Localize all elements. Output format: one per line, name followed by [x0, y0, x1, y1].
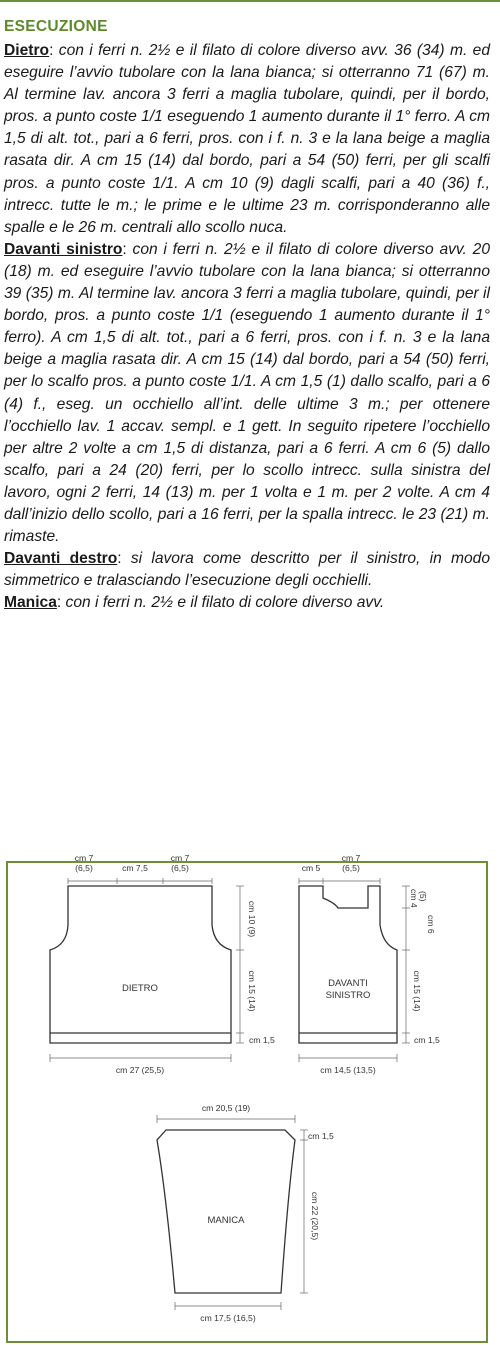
manica-length-label: cm 22 (20,5) — [310, 1191, 320, 1241]
davanti-rib-label: cm 1,5 — [414, 1035, 440, 1045]
manica-name: MANICA — [207, 1215, 245, 1226]
schematic-svg — [8, 853, 486, 1341]
dietro-piece — [50, 853, 275, 1075]
dietro-top-right-label: cm 7 — [170, 853, 190, 863]
manica-outline — [157, 1130, 295, 1293]
davanti-sinistro-piece — [299, 853, 440, 1075]
dietro-top-right-alt: (6,5) — [171, 863, 189, 873]
paragraph-dietro — [4, 40, 490, 239]
dietro-outline — [50, 886, 231, 1043]
pattern-schematic — [6, 853, 488, 1343]
piece-label: Manica — [4, 594, 57, 612]
dietro-top-left-alt: (6,5) — [75, 863, 93, 873]
separator: : — [117, 550, 131, 568]
piece-instructions: con i ferri n. 2½ e il filato di colore diverso avv. 20 (18) m. ed eseguire l’avvio tubolare con la lana bianca; si otterranno 39 (35) m. Al termine lav. ancora 3 ferri a maglia tubolare, quindi, per il bordo, pros. a punto coste 1/1 (eseguendo 1 aumento durante il 1° ferro). A cm 1,5 di alt. tot., pari a 6 ferri, pros. con i f. n. 3 e la lana beige a maglia rasata dir. A cm 15 (14) dal bordo, pari a 54 (50) ferri, per lo scalfo pros. a punto coste 1/1. A cm 1,5 (1) dallo scalfo, pari a 6 (4) f., eseg. un occhiello all’int. delle ultime 3 m.; per ottenere l’occhiello lav. 1 accav. sempl. e 1 gett. In seguito ripetere l’occhiello per altre 2 volte a cm 1,5 di distanza, pari a 6 ferri. A cm 6 (5) dallo scalfo, pari a 24 (20) ferri, per lo scollo intrecc. sulla sinistra del lavoro, ogni 2 ferri, 14 (13) m. per 1 volta e 1 m. per 2 volte. A cm 4 dall’inizio dello scollo, pari a 16 ferri, per la spalla intrecc. le 23 (21) m. rimaste. — [4, 240, 490, 546]
dietro-width-label: cm 27 (25,5) — [115, 1065, 165, 1075]
dietro-top-left-label: cm 7 — [74, 853, 94, 863]
piece-instructions: con i ferri n. 2½ e il filato di colore diverso avv. 36 (34) m. ed eseguire l’avvio tubolare con la lana bianca; si otterranno 71 (67) m. Al termine lav. ancora 3 ferri a maglia tubolare, quindi, per il bordo, pros. a punto coste 1/1 eseguendo 1 aumento durante il 1° ferro. A cm 1,5 di alt. tot., pari a 6 ferri, pros. con i f. n. 3 e la lana beige a maglia rasata dir. A cm 15 (14) dal bordo, pari a 54 (50) ferri, per gli scalfi pros. a punto coste 1/1. A cm 10 (9) dagli scalfi, pari a 40 (36) f., intrecc. tutte le m.; le prime e le ultime 23 m. corrisponderanno alle spalle e le 26 m. centrali allo scollo nuca. — [4, 42, 490, 236]
piece-label: Dietro — [4, 42, 50, 59]
davanti-body-label: cm 15 (14) — [412, 970, 422, 1012]
paragraph-davanti-sinistro — [4, 239, 490, 548]
davanti-width-label: cm 14,5 (13,5) — [320, 1065, 376, 1075]
piece-instructions: con i ferri n. 2½ e il filato di colore diverso avv. — [65, 594, 385, 612]
separator: : — [49, 42, 59, 59]
section-heading: ESECUZIONE — [4, 18, 108, 35]
dietro-top-mid-label: cm 7,5 — [122, 863, 148, 873]
dietro-body-label: cm 15 (14) — [247, 970, 257, 1012]
davanti-top-left-label: cm 5 — [301, 863, 321, 873]
davanti-top-right-alt: (6,5) — [342, 863, 360, 873]
top-rule — [0, 0, 500, 2]
instructions-text — [4, 40, 490, 614]
davanti-name-1: DAVANTI — [328, 978, 368, 989]
paragraph-manica — [4, 592, 490, 614]
piece-label: Davanti destro — [4, 550, 118, 568]
separator: : — [122, 240, 133, 258]
davanti-name-2: SINISTRO — [325, 990, 371, 1001]
separator: : — [56, 594, 66, 612]
manica-cap-label: cm 1,5 — [308, 1131, 334, 1141]
piece-instructions: si lavora come descritto per il sinistro, in modo simmetrico e tralasciando l’esecuzione degli occhielli. — [4, 550, 490, 590]
manica-width-label: cm 17,5 (16,5) — [200, 1313, 256, 1323]
davanti-neck-a-alt: (5) — [418, 891, 428, 902]
manica-top-label: cm 20,5 (19) — [201, 1103, 251, 1113]
davanti-neck-b-label: cm 6 — [426, 915, 436, 934]
manica-piece — [157, 1103, 334, 1323]
piece-label: Davanti sinistro — [4, 240, 123, 258]
dietro-armhole-label: cm 10 (9) — [247, 900, 257, 938]
paragraph-davanti-destro — [4, 548, 490, 592]
davanti-outline — [299, 886, 397, 1043]
davanti-top-right-label: cm 7 — [341, 853, 361, 863]
davanti-neck-a-label: cm 4 — [409, 889, 419, 908]
dietro-name: DIETRO — [122, 983, 158, 994]
dietro-rib-label: cm 1,5 — [249, 1035, 275, 1045]
